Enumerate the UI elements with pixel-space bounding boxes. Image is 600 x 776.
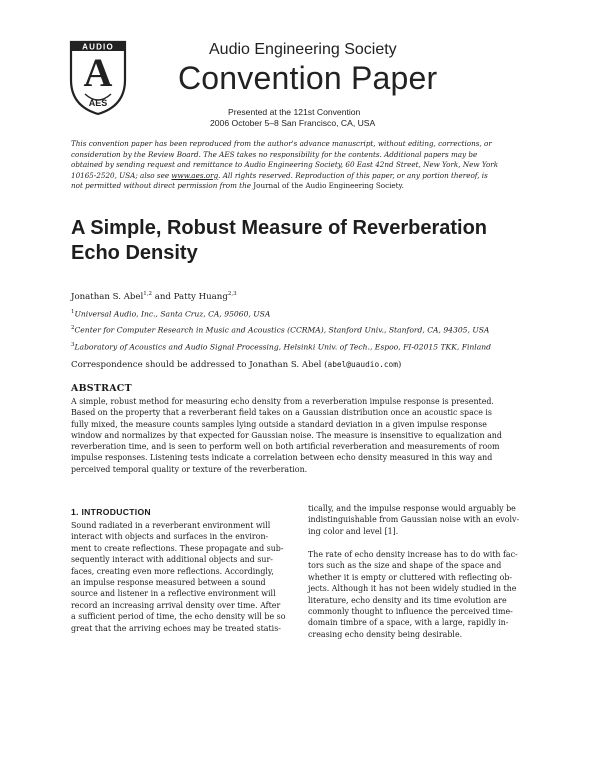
body-line: jects. Although it has not been widely studied in the bbox=[308, 584, 517, 594]
affiliation-mark: 3 bbox=[71, 342, 75, 348]
body-line: tically, and the impulse response would arguably be bbox=[308, 504, 516, 513]
section-heading-introduction: 1. INTRODUCTION bbox=[71, 507, 151, 517]
body-line: domain timbre of a space, with a large, rapidly in- bbox=[308, 618, 509, 628]
society-name: Audio Engineering Society bbox=[209, 41, 397, 58]
disclaimer-line: consideration by the Review Board. The AES takes no responsibility for the contents. Additional papers may be bbox=[71, 149, 478, 159]
body-line: Sound radiated in a reverberant environment will bbox=[71, 521, 271, 530]
author-affiliation-mark: 2,3 bbox=[227, 291, 237, 297]
body-line: sequently interact with additional objects and sur- bbox=[71, 555, 273, 565]
abstract-body bbox=[71, 396, 533, 475]
correspondence-close: ) bbox=[397, 360, 402, 370]
body-line: tors such as the size and shape of the space and bbox=[308, 561, 502, 571]
body-line: interact with objects and surfaces in the environ- bbox=[71, 532, 269, 542]
correspondence-email[interactable]: abel@uaudio.com bbox=[327, 360, 398, 369]
author-name: Patty Huang bbox=[173, 291, 228, 302]
disclaimer bbox=[71, 139, 531, 192]
body-line: great that the arriving echoes may be treated statis- bbox=[71, 623, 281, 633]
disclaimer-text: . All rights reserved. Reproduction of this paper, or any portion thereof, is bbox=[218, 170, 488, 180]
disclaimer-line: obtained by sending request and remittance to Audio Engineering Society, 60 East 42nd Street, New York, New York bbox=[71, 160, 499, 169]
disclaimer-line bbox=[71, 171, 531, 182]
author-separator: and bbox=[152, 291, 174, 302]
presented-at: Presented at the 121st Convention bbox=[228, 107, 361, 117]
author-affiliation-mark: 1,2 bbox=[143, 291, 152, 297]
correspondence-text: Correspondence should be addressed to Jonathan S. Abel ( bbox=[71, 360, 328, 370]
abstract-line: window and normalizes by that expected for Gaussian noise. The measure is insensitive to equalization and bbox=[71, 430, 502, 440]
body-line: record an increasing arrival density over time. After bbox=[71, 600, 281, 610]
body-line: creasing echo density being desirable. bbox=[308, 629, 463, 639]
body-line: literature, echo density and its time evolution are bbox=[308, 595, 507, 605]
body-line: ment to create reflections. These propagate and sub- bbox=[71, 543, 284, 553]
logo-bottom-text: AES bbox=[88, 98, 108, 108]
disclaimer-line bbox=[71, 181, 531, 192]
body-line: indistinguishable from Gaussian noise with an evolv- bbox=[308, 515, 520, 525]
aes-website-link[interactable]: www.aes.org bbox=[171, 170, 219, 180]
author-name: Jonathan S. Abel bbox=[71, 291, 144, 302]
intro-left-column bbox=[71, 520, 293, 634]
body-line: faces, creating even more reflections. Accordingly, bbox=[71, 566, 274, 576]
abstract-line: A simple, robust method for measuring echo density from a reverberation impulse response is presented. bbox=[71, 397, 494, 406]
document-type: Convention Paper bbox=[178, 60, 438, 96]
intro-right-column-paragraph bbox=[308, 549, 532, 640]
body-line: an impulse response measured between a sound bbox=[71, 578, 266, 588]
title-line-1: A Simple, Robust Measure of Reverberation bbox=[71, 217, 488, 239]
logo-letter: A bbox=[83, 50, 113, 95]
affiliation-3 bbox=[71, 342, 491, 352]
aes-logo bbox=[69, 40, 127, 116]
correspondence bbox=[71, 360, 401, 370]
journal-name: Journal of the Audio Engineering Society. bbox=[253, 181, 404, 190]
body-line: source and listener in a reflective environment will bbox=[71, 589, 276, 599]
disclaimer-line: This convention paper has been reproduced from the author's advance manuscript, without editing, corrections, or bbox=[71, 139, 492, 148]
paper-title bbox=[71, 216, 541, 266]
affiliation-2 bbox=[71, 325, 489, 335]
title-line-2: Echo Density bbox=[71, 242, 198, 264]
affiliation-text: Universal Audio, Inc., Santa Cruz, CA, 95060, USA bbox=[74, 309, 271, 319]
abstract-line: impulse responses. Listening tests indicate a correlation between echo density measured in this way and bbox=[71, 453, 493, 463]
body-line: commonly thought to influence the perceived time- bbox=[308, 607, 513, 617]
abstract-line: Based on the property that a reverberant field takes on a Gaussian distribution once an acoustic space is bbox=[71, 408, 492, 418]
body-line: a sufficient period of time, the echo density will be so bbox=[71, 612, 286, 622]
affiliation-text: Laboratory of Acoustics and Audio Signal Processing, Helsinki Univ. of Tech., Espoo, FI-02015 TKK, Finland bbox=[74, 342, 492, 352]
author-list bbox=[71, 291, 237, 302]
abstract-line: perceived temporal quality or texture of the reverberation. bbox=[71, 464, 308, 474]
disclaimer-text: not permitted without direct permission from the bbox=[71, 181, 254, 190]
abstract-heading: ABSTRACT bbox=[71, 383, 132, 394]
body-line: The rate of echo density increase has to do with fac- bbox=[308, 550, 518, 559]
abstract-line: reverberation time, and is seen to perform well on both artificial reverberation and measurements of room bbox=[71, 442, 500, 452]
date-location: 2006 October 5–8 San Francisco, CA, USA bbox=[210, 118, 376, 128]
body-line: whether it is empty or cluttered with reflecting ob- bbox=[308, 572, 513, 582]
affiliation-text: Center for Computer Research in Music and Acoustics (CCRMA), Stanford Univ., Stanford, CA, 94305, USA bbox=[74, 325, 490, 335]
logo-top-text: AUDIO bbox=[82, 42, 114, 52]
body-line: ing color and level [1]. bbox=[308, 526, 399, 536]
affiliation-mark: 1 bbox=[71, 309, 75, 315]
intro-right-column-top bbox=[308, 503, 532, 537]
abstract-line: fully mixed, the measure counts samples lying outside a standard deviation in a given impulse response bbox=[71, 419, 487, 429]
disclaimer-text: 10165-2520, USA; also see bbox=[71, 170, 172, 180]
affiliation-1 bbox=[71, 309, 270, 319]
affiliation-mark: 2 bbox=[71, 325, 75, 331]
